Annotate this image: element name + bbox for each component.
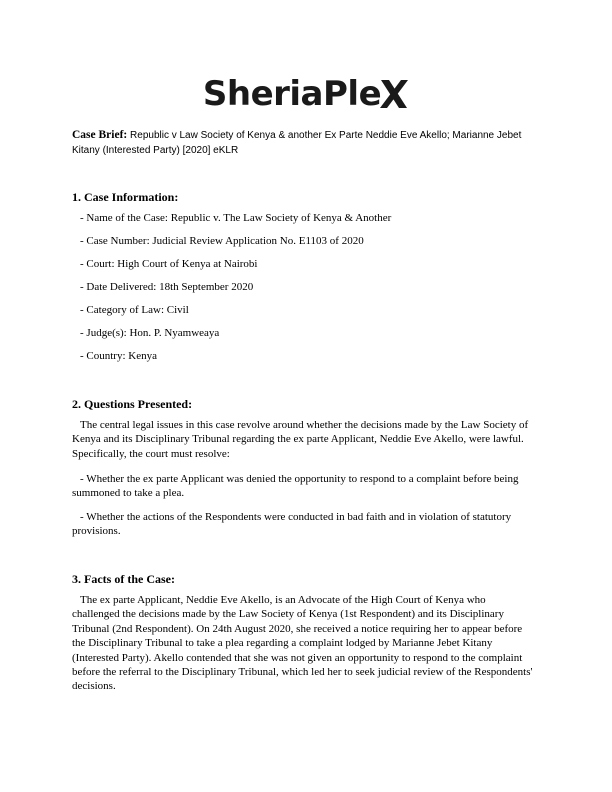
case-info-item: - Date Delivered: 18th September 2020 [80, 281, 254, 293]
case-info-item: - Country: Kenya [80, 350, 157, 362]
case-brief-label: Case Brief: [72, 129, 128, 141]
question-item: - Whether the actions of the Respondents were conducted in bad faith and in violation of statutory provisions. [72, 511, 512, 538]
sheriaplex-logo [0, 74, 612, 120]
section-heading-facts-of-the-case: 3. Facts of the Case: [72, 572, 175, 586]
facts-paragraph: The ex parte Applicant, Neddie Eve Akello, is an Advocate of the High Court of Kenya who challenged the decisions made by the Law Society of Kenya (1st Respondent) and its Disciplinary Tribunal (2nd Respondent). On 24th August 2020, she received a notice requiring her to appear before the Disciplinary Tribunal to take a plea regarding a complaint lodged by Marianne Jebet Kitany (Interested Party). Akello contended that she was not given an opportunity to respond to the complaint before the referral to the Disciplinary Tribunal, which led her to seek judicial review of the Respondents' decisions. [72, 594, 533, 693]
case-brief-title: Republic v Law Society of Kenya & another Ex Parte Neddie Eve Akello; Marianne Jebet Kitany (Interested Party) [2020] eKLR [72, 130, 522, 156]
section-heading-case-information: 1. Case Information: [72, 190, 179, 204]
case-info-item: - Case Number: Judicial Review Application No. E1103 of 2020 [80, 235, 364, 247]
logo-wordmark: SheriaPle [202, 74, 382, 114]
case-info-item: - Category of Law: Civil [80, 304, 189, 316]
case-info-item: - Judge(s): Hon. P. Nyamweaya [80, 327, 220, 339]
question-item: - Whether the ex parte Applicant was denied the opportunity to respond to a complaint before being summoned to take a plea. [72, 473, 519, 500]
questions-intro-paragraph: The central legal issues in this case revolve around whether the decisions made by the Law Society of Kenya and its Disciplinary Tribunal regarding the ex parte Applicant, Neddie Eve Akello, were lawful. Specifically, the court must resolve: [72, 419, 529, 460]
section-heading-questions-presented: 2. Questions Presented: [72, 397, 193, 411]
logo-x-mark [379, 77, 409, 111]
case-brief-line [72, 128, 542, 158]
case-info-item: - Name of the Case: Republic v. The Law Society of Kenya & Another [80, 212, 392, 224]
case-info-item: - Court: High Court of Kenya at Nairobi [80, 258, 258, 270]
